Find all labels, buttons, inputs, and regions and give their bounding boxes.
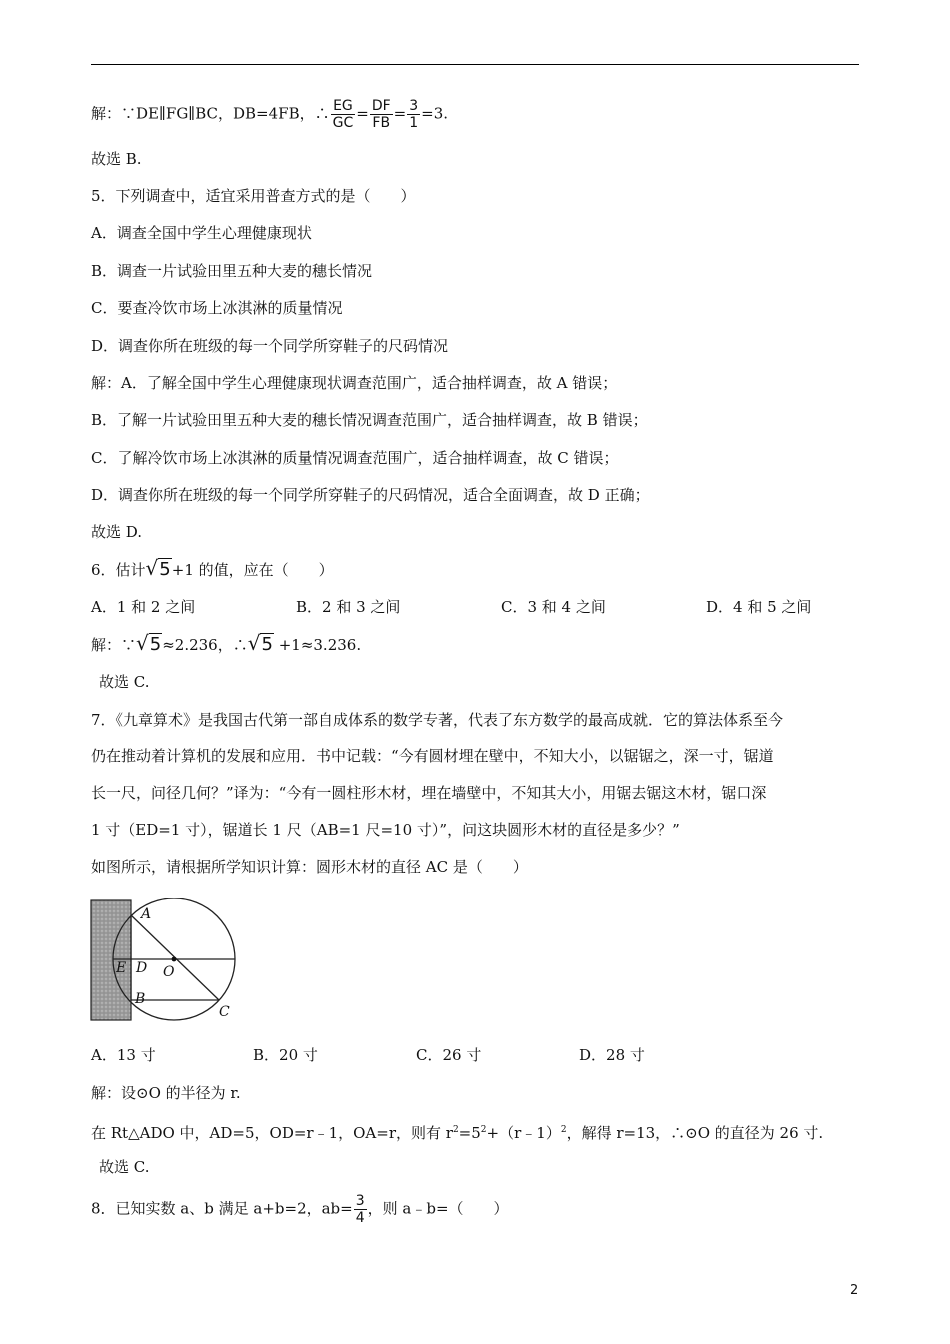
q7-stem-line3: 长一尺，问径几何？”译为：“今有一圆柱形木材，埋在墙壁中，不知其大小，用锯去锯这木材，锯口深 (91, 784, 767, 802)
q7-stem-line5: 如图所示，请根据所学知识计算：圆形木材的直径 AC 是（ ） (91, 858, 528, 876)
q5-solution-a: 解：A．了解全国中学生心理健康现状调查范围广，适合抽样调查，故 A 错误； (91, 374, 618, 392)
label-d: D (136, 960, 148, 976)
q7-answer: 故选 C. (99, 1158, 150, 1176)
center-point (172, 957, 177, 962)
q7-stem-line4: 1 寸（ED=1 寸），锯道长 1 尺（AB=1 尺=10 寸）”，问这块圆形木材的直径是多少？” (91, 821, 680, 839)
q5-option-d: D．调查你所在班级的每一个同学所穿鞋子的尺码情况 (91, 337, 449, 355)
q7-stem-line2: 仍在推动着计算机的发展和应用．书中记载：“今有圆材埋在壁中，不知大小，以锯锯之，深一寸，锯道 (91, 747, 774, 765)
q6-solution: 解：∵√5≈2.236，∴√5 +1≈3.236. (91, 631, 362, 655)
q6-option-b: B．2 和 3 之间 (296, 598, 401, 616)
q5-solution-b: B．了解一片试验田里五种大麦的穗长情况调查范围广，适合抽样调查，故 B 错误； (91, 411, 648, 429)
q5-option-c: C．要查冷饮市场上冰淇淋的质量情况 (91, 299, 343, 317)
q4-solution: 解：∵DE∥FG∥BC，DB=4FB，∴ $\frac{EG}{GC}$ = $\frac{DF}{FB}$ = $\frac{3}{1}$ =3. (91, 98, 449, 131)
label-o: O (163, 964, 175, 980)
label-a: A (141, 906, 152, 922)
q5-solution-d: D．调查你所在班级的每一个同学所穿鞋子的尺码情况，适合全面调查，故 D 正确； (91, 486, 650, 504)
label-c: C (219, 1004, 230, 1020)
sqrt-5: √5 (247, 631, 273, 655)
q7-option-d: D．28 寸 (579, 1046, 645, 1064)
page-number: 2 (850, 1283, 859, 1298)
label-b: B (135, 991, 146, 1007)
fraction-eg-gc: $\frac{EG}{GC}$ (332, 98, 354, 131)
fraction-3-1: $\frac{3}{1}$ (409, 98, 419, 131)
q5-solution-c: C．了解冷饮市场上冰淇淋的质量情况调查范围广，适合抽样调查，故 C 错误； (91, 449, 619, 467)
q7-option-b: B．20 寸 (253, 1046, 318, 1064)
q5-stem: 5．下列调查中，适宜采用普查方式的是（ ） (91, 187, 416, 205)
q7-solution-line2: 在 Rt△ADO 中，AD=5，OD=r﹣1，OA=r，则有 $r^2=5^2+(r﹣1)^2$，解得 r=13，∴⊙O 的直径为 26 寸. (91, 1124, 824, 1142)
q4-answer: 故选 B. (91, 150, 142, 168)
circle-in-wall-figure (89, 898, 249, 1024)
q7-option-a: A．13 寸 (91, 1046, 156, 1064)
label-e: E (116, 960, 127, 976)
header-rule (91, 64, 859, 65)
q6-stem: 6．估计√5+1 的值，应在（ ） (91, 556, 334, 580)
q7-option-c: C．26 寸 (416, 1046, 482, 1064)
q6-option-a: A．1 和 2 之间 (91, 598, 196, 616)
q6-option-d: D．4 和 5 之间 (706, 598, 812, 616)
q5-option-a: A．调查全国中学生心理健康现状 (91, 224, 312, 242)
q8-stem: 8．已知实数 a、b 满足 a+b=2，ab= $\frac{3}{4}$ ，则 a﹣b=（ ） (91, 1193, 509, 1226)
sqrt-5: √5 (136, 631, 162, 655)
fraction-df-fb: $\frac{DF}{FB}$ (371, 98, 391, 131)
sqrt-5: √5 (145, 556, 171, 580)
q6-answer: 故选 C. (99, 673, 150, 691)
fraction-3-4: $\frac{3}{4}$ (355, 1193, 365, 1226)
q6-option-c: C．3 和 4 之间 (501, 598, 606, 616)
q7-stem-line1: 7．《九章算术》是我国古代第一部自成体系的数学专著，代表了东方数学的最高成就．它的算法体系至今 (91, 711, 784, 729)
q7-solution-line1: 解：设⊙O 的半径为 r. (91, 1084, 241, 1102)
q5-option-b: B．调查一片试验田里五种大麦的穗长情况 (91, 262, 373, 280)
q5-answer: 故选 D. (91, 523, 143, 541)
